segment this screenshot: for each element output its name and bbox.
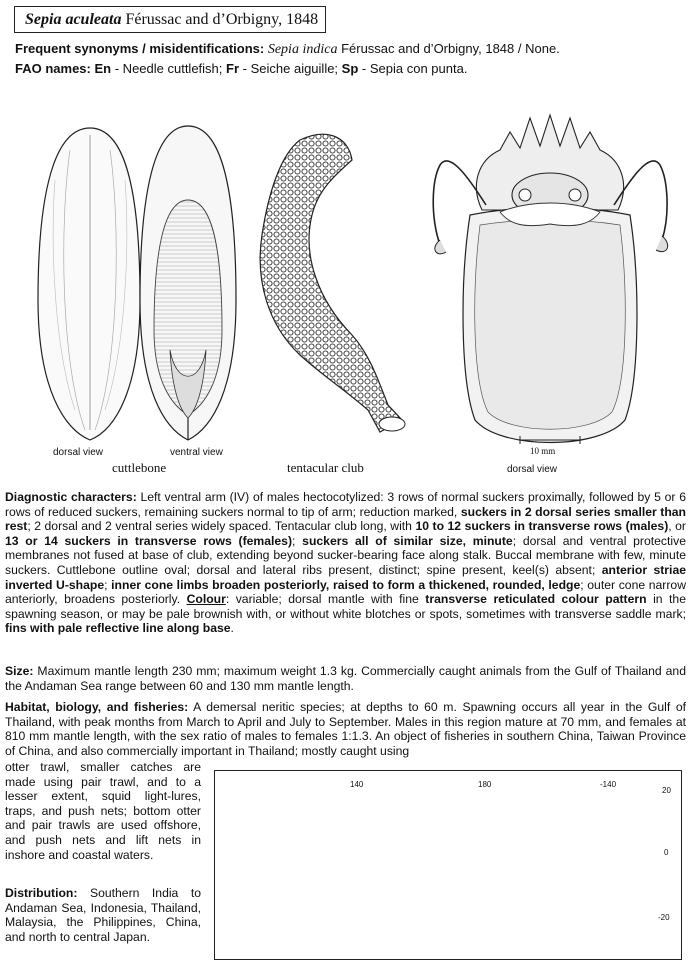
fao-sp-label: Sp: [341, 61, 359, 76]
cuttlebone-dorsal-drawing: [38, 128, 140, 440]
label-dorsal-view-2: dorsal view: [507, 464, 558, 475]
label-scale-bar: 10 mm: [530, 446, 556, 456]
fao-fr-label: Fr: [226, 61, 240, 76]
fao-fr: - Seiche aiguille;: [242, 61, 339, 76]
fao-en: - Needle cuttlefish;: [114, 61, 223, 76]
label-cuttlebone: cuttlebone: [112, 460, 167, 475]
habitat-label: Habitat, biology, and fisheries:: [5, 700, 189, 714]
diagnostic-text: .: [230, 621, 234, 636]
habitat-continued: [5, 760, 201, 862]
map-lon-tick: 140: [350, 780, 364, 789]
diagnostic-bold: suckers in 2 dorsal series smaller than rest: [5, 504, 686, 534]
fao-en-label: En: [94, 61, 112, 76]
synonym-rest: Férussac and d’Orbigny, 1848 / None.: [341, 41, 560, 56]
diagnostic-text: : variable; dorsal mantle with fine: [225, 592, 426, 607]
size-label: Size:: [5, 664, 34, 678]
tentacular-club-drawing: [260, 134, 405, 432]
habitat-text: A demersal neritic species; at depths to 60 m. Spawning occurs all year in the Gulf of Thailand, with peak months from March to April and July to September. Males in this region mature at 70 mm, and females at 810 mm mantle length, with the sex ratio of males to females 1:1.3. An object of fisheries in southern China, Taiwan Province of China, and also commercially important in Thailand; mostly caught using: [5, 700, 687, 758]
label-dorsal-view-1: dorsal view: [53, 447, 104, 458]
cuttlefish-dorsal-drawing: [433, 115, 667, 444]
diagnostic-text: ; outer cone narrow anteriorly, broadens posteriorly.: [5, 577, 687, 607]
synonym-species: Sepia indica: [267, 42, 338, 57]
synonyms-label: Frequent synonyms / misidentifications:: [15, 41, 265, 56]
diagnostic-bold: suckers all of similar size, minute: [302, 533, 513, 548]
diagnostic-bold: 13 or 14 suckers in transverse rows (females): [5, 533, 293, 548]
size-paragraph: [5, 664, 686, 693]
distribution-paragraph: [5, 886, 201, 944]
map-lon-tick: -140: [600, 780, 617, 789]
diagnostic-text: ;: [292, 533, 303, 548]
habitat-cont-text: otter trawl, smaller catches are made using pair trawl, and to a lesser extent, squid light-lures, traps, and push nets; bottom otter and pair trawls are used offshore, and push nets and lift nets in inshore and coastal waters.: [5, 760, 201, 862]
diagnostic-text: Left ventral arm (IV) of males hectocotylized: 3 rows of normal suckers proximally, followed by 5 or 6 rows of reduced suckers, remaining suckers normal to tip of arm; reduction marked,: [5, 490, 686, 519]
fao-sp: - Sepia con punta.: [361, 61, 468, 76]
diagnostic-paragraph: [5, 490, 686, 636]
distribution-text: Southern India to Andaman Sea, Indonesia, Thailand, Malaysia, the Philippines, China, and north to central Japan.: [5, 886, 201, 944]
label-tentacular-club: tentacular club: [287, 460, 364, 475]
colour-label: Colour: [186, 592, 226, 607]
cuttlebone-ventral-drawing: [140, 126, 236, 440]
habitat-paragraph: [5, 700, 686, 758]
diagnostic-text: in the spawning season, or may be pale brownish with, or without white blotches or spots, sometimes with transverse saddle mark;: [5, 592, 686, 621]
fao-label: FAO names:: [15, 61, 91, 76]
map-frame: [214, 770, 682, 960]
map-lon-tick: 180: [478, 780, 492, 789]
species-title: [14, 6, 326, 33]
species-name: Sepia aculeata: [25, 11, 122, 28]
diagnostic-label: Diagnostic characters:: [5, 490, 137, 504]
diagnostic-text: ;: [104, 577, 112, 592]
size-text: Maximum mantle length 230 mm; maximum weight 1.3 kg. Commercially caught animals from the Gulf of Thailand and the Andaman Sea range between 60 and 130 mm mantle length.: [5, 664, 686, 693]
diagnostic-bold: transverse reticulated colour pattern: [425, 592, 647, 607]
map-lat-tick: 0: [664, 848, 669, 857]
map-lat-tick: -20: [658, 913, 670, 922]
diagnostic-bold: 10 to 12 suckers in transverse rows (males): [415, 519, 669, 534]
diagnostic-text: ; dorsal and ventral protective membranes not fused at base of club, extending beyond sucker-bearing face along stalk. Buccal membrane with few, minute suckers. Cuttlebone outline oval; dorsal and lateral ribs present, distinct; spine present, keel(s) absent;: [5, 533, 686, 577]
species-authority: Férussac and d’Orbigny, 1848: [125, 11, 319, 28]
diagnostic-text: , or: [668, 519, 686, 534]
diagnostic-text: ; 2 dorsal and 2 ventral series widely spaced. Tentacular club long, with: [27, 519, 416, 534]
fao-names-line: [15, 60, 467, 77]
diagnostic-bold: fins with pale reflective line along base: [5, 621, 231, 636]
synonyms-line: [15, 40, 560, 58]
label-ventral-view: ventral view: [170, 447, 223, 458]
distribution-label: Distribution:: [5, 886, 78, 900]
diagnostic-bold: inner cone limbs broaden posteriorly, raised to form a thickened, rounded, ledge: [111, 577, 581, 592]
map-lat-tick: 20: [662, 786, 671, 795]
diagnostic-bold: anterior striae inverted U-shape: [5, 562, 686, 592]
